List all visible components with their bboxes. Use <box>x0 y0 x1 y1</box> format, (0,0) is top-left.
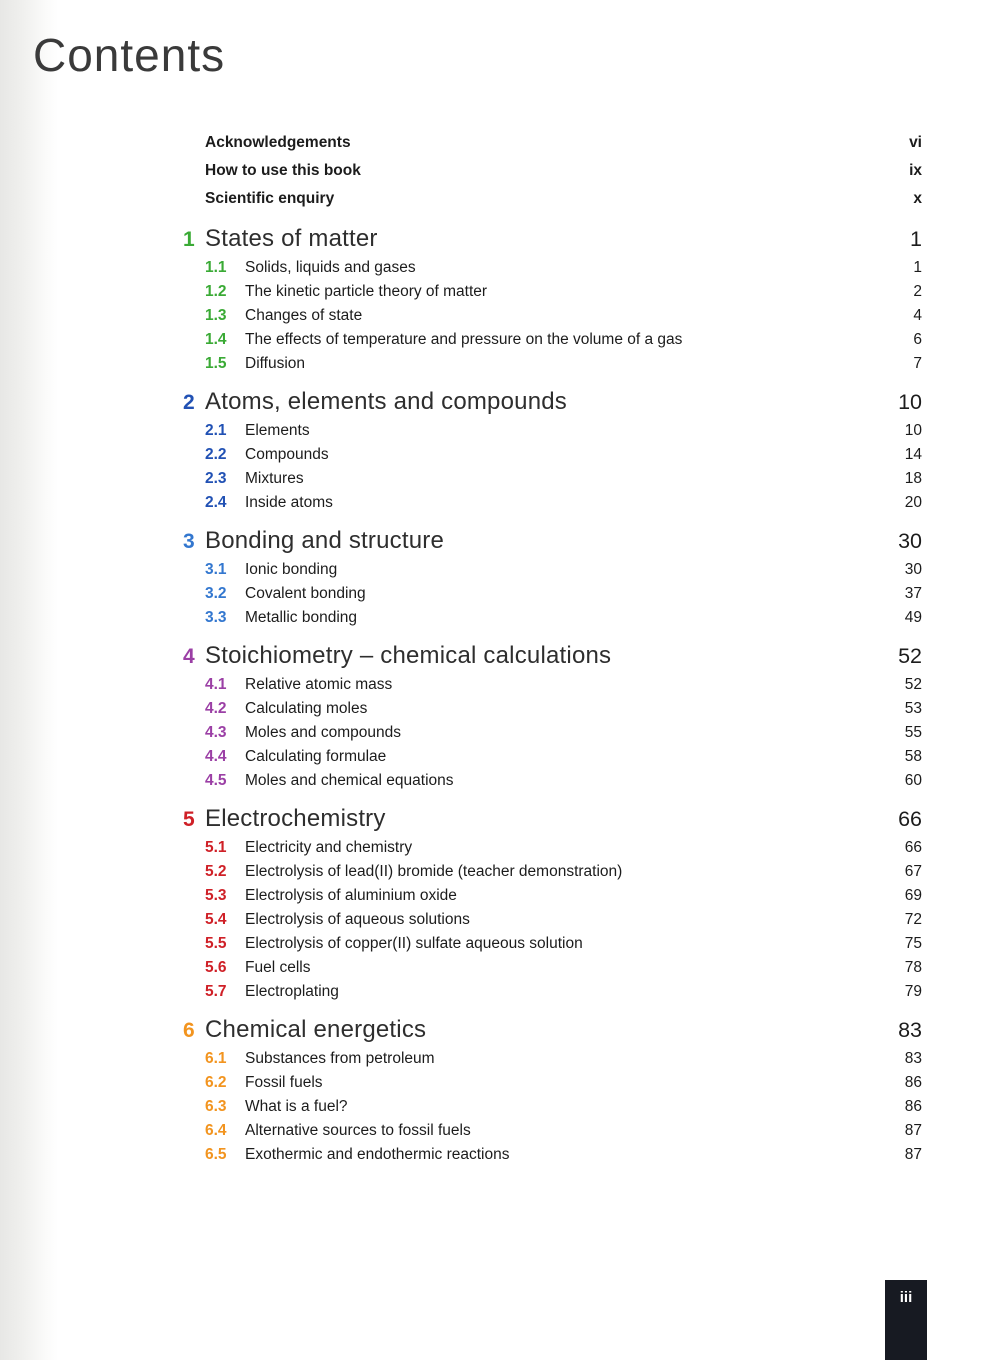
section-item <box>183 980 922 1004</box>
section-item <box>183 908 922 932</box>
chapter-number: 4 <box>183 645 195 668</box>
section-title: Compounds <box>245 446 329 463</box>
section-item <box>183 558 922 582</box>
chapter-block <box>183 802 922 1004</box>
section-item <box>183 1071 922 1095</box>
folio-box <box>885 1280 927 1360</box>
chapter-title: States of matter <box>205 225 378 252</box>
chapter-heading <box>183 1013 922 1047</box>
section-item <box>183 467 922 491</box>
section-page: 53 <box>904 700 922 717</box>
chapter-page: 30 <box>898 529 922 553</box>
section-item <box>183 256 922 280</box>
front-matter-label: Scientific enquiry <box>205 190 335 207</box>
section-number: 2.4 <box>205 494 227 511</box>
section-item <box>183 352 922 376</box>
section-title: Metallic bonding <box>245 609 358 626</box>
section-item <box>183 836 922 860</box>
section-item <box>183 721 922 745</box>
section-page: 2 <box>913 283 922 300</box>
section-item <box>183 1143 922 1167</box>
section-item <box>183 419 922 443</box>
section-number: 5.1 <box>205 839 227 856</box>
section-item <box>183 491 922 515</box>
front-matter-page: ix <box>909 162 922 179</box>
folio-number: iii <box>899 1289 913 1306</box>
section-title: Mixtures <box>245 470 304 487</box>
section-title: Moles and chemical equations <box>245 772 454 789</box>
section-title: Relative atomic mass <box>245 676 393 693</box>
section-number: 5.2 <box>205 863 227 880</box>
section-page: 37 <box>904 585 922 602</box>
section-page: 72 <box>904 911 922 928</box>
section-number: 1.3 <box>205 307 227 324</box>
section-number: 5.7 <box>205 983 227 1000</box>
section-title: Exothermic and endothermic reactions <box>245 1146 510 1163</box>
section-title: Diffusion <box>245 355 306 372</box>
section-page: 18 <box>904 470 922 487</box>
front-matter-label: How to use this book <box>205 162 361 179</box>
section-item <box>183 697 922 721</box>
chapter-title: Stoichiometry – chemical calculations <box>205 642 612 669</box>
section-list <box>183 673 922 793</box>
toc-list <box>183 129 922 1167</box>
section-item <box>183 884 922 908</box>
section-page: 30 <box>904 561 922 578</box>
section-page: 87 <box>904 1122 922 1139</box>
chapter-page: 10 <box>898 390 922 414</box>
section-item <box>183 1095 922 1119</box>
section-number: 1.4 <box>205 331 227 348</box>
chapter-title: Electrochemistry <box>205 805 386 832</box>
section-page: 60 <box>904 772 922 789</box>
section-number: 4.3 <box>205 724 227 741</box>
section-item <box>183 1047 922 1071</box>
chapter-heading <box>183 639 922 673</box>
section-title: Substances from petroleum <box>245 1050 435 1067</box>
section-item <box>183 328 922 352</box>
chapter-block <box>183 222 922 376</box>
section-number: 3.3 <box>205 609 227 626</box>
section-item <box>183 443 922 467</box>
chapter-heading <box>183 222 922 256</box>
section-page: 58 <box>904 748 922 765</box>
section-list <box>183 1047 922 1167</box>
section-page: 79 <box>904 983 922 1000</box>
section-title: What is a fuel? <box>245 1098 348 1115</box>
section-item <box>183 745 922 769</box>
section-title: Moles and compounds <box>245 724 401 741</box>
section-title: Electrolysis of lead(II) bromide (teacher demonstration) <box>245 863 623 880</box>
section-page: 78 <box>904 959 922 976</box>
section-number: 5.5 <box>205 935 227 952</box>
front-matter-page: x <box>913 190 922 207</box>
section-page: 10 <box>904 422 922 439</box>
section-list <box>183 558 922 630</box>
section-page: 6 <box>913 331 922 348</box>
section-number: 6.1 <box>205 1050 227 1067</box>
chapter-heading <box>183 524 922 558</box>
section-title: Solids, liquids and gases <box>245 259 416 276</box>
section-page: 14 <box>904 446 922 463</box>
section-number: 5.4 <box>205 911 227 928</box>
section-title: Electrolysis of aluminium oxide <box>245 887 457 904</box>
chapter-page: 1 <box>910 227 922 251</box>
section-number: 1.1 <box>205 259 227 276</box>
chapter-block <box>183 1013 922 1167</box>
section-number: 6.2 <box>205 1074 227 1091</box>
chapter-list <box>183 222 922 1167</box>
section-page: 52 <box>904 676 922 693</box>
section-title: Electricity and chemistry <box>245 839 413 856</box>
section-item <box>183 582 922 606</box>
section-title: Elements <box>245 422 310 439</box>
page-title: Contents <box>33 29 226 81</box>
chapter-title: Chemical energetics <box>205 1016 427 1043</box>
section-number: 2.3 <box>205 470 227 487</box>
chapter-title: Atoms, elements and compounds <box>205 388 567 415</box>
section-item <box>183 606 922 630</box>
section-number: 3.1 <box>205 561 227 578</box>
section-title: Electroplating <box>245 983 339 1000</box>
section-number: 1.2 <box>205 283 227 300</box>
front-matter-list <box>183 129 922 213</box>
chapter-number: 6 <box>183 1019 195 1042</box>
section-number: 5.6 <box>205 959 227 976</box>
section-title: Changes of state <box>245 307 363 324</box>
chapter-page: 66 <box>898 807 922 831</box>
section-page: 86 <box>904 1074 922 1091</box>
section-title: Alternative sources to fossil fuels <box>245 1122 471 1139</box>
section-item <box>183 304 922 328</box>
section-page: 1 <box>913 259 922 276</box>
chapter-number: 1 <box>183 228 195 251</box>
section-item <box>183 280 922 304</box>
chapter-block <box>183 639 922 793</box>
chapter-block <box>183 385 922 515</box>
section-number: 4.5 <box>205 772 227 789</box>
section-page: 67 <box>904 863 922 880</box>
section-page: 75 <box>904 935 922 952</box>
section-page: 66 <box>904 839 922 856</box>
chapter-heading <box>183 385 922 419</box>
page-gutter-shadow <box>0 0 58 1360</box>
section-item <box>183 932 922 956</box>
front-matter-page: vi <box>909 134 922 151</box>
section-list <box>183 256 922 376</box>
section-title: Inside atoms <box>245 494 333 511</box>
section-number: 4.1 <box>205 676 227 693</box>
section-title: Calculating moles <box>245 700 368 717</box>
section-title: Electrolysis of copper(II) sulfate aqueous solution <box>245 935 583 952</box>
section-list <box>183 836 922 1004</box>
chapter-heading <box>183 802 922 836</box>
chapter-page: 52 <box>898 644 922 668</box>
section-title: The effects of temperature and pressure on the volume of a gas <box>245 331 683 348</box>
chapter-page: 83 <box>898 1018 922 1042</box>
section-title: Fuel cells <box>245 959 311 976</box>
chapter-title: Bonding and structure <box>205 527 445 554</box>
section-page: 49 <box>904 609 922 626</box>
section-item <box>183 769 922 793</box>
section-item <box>183 673 922 697</box>
section-title: Fossil fuels <box>245 1074 323 1091</box>
chapter-number: 2 <box>183 391 195 414</box>
section-title: The kinetic particle theory of matter <box>245 283 488 300</box>
section-item <box>183 1119 922 1143</box>
section-number: 6.3 <box>205 1098 227 1115</box>
front-matter-item <box>183 185 922 213</box>
section-page: 55 <box>904 724 922 741</box>
section-number: 6.4 <box>205 1122 227 1139</box>
section-page: 83 <box>904 1050 922 1067</box>
chapter-number: 5 <box>183 808 195 831</box>
chapter-number: 3 <box>183 530 195 553</box>
section-item <box>183 956 922 980</box>
chapter-block <box>183 524 922 630</box>
section-number: 6.5 <box>205 1146 227 1163</box>
section-number: 4.4 <box>205 748 227 765</box>
section-number: 5.3 <box>205 887 227 904</box>
section-number: 4.2 <box>205 700 227 717</box>
section-item <box>183 860 922 884</box>
section-page: 7 <box>913 355 922 372</box>
front-matter-item <box>183 129 922 157</box>
section-list <box>183 419 922 515</box>
section-number: 2.2 <box>205 446 227 463</box>
front-matter-label: Acknowledgements <box>205 134 351 151</box>
section-page: 4 <box>913 307 922 324</box>
section-title: Covalent bonding <box>245 585 366 602</box>
section-page: 20 <box>904 494 922 511</box>
section-title: Calculating formulae <box>245 748 387 765</box>
front-matter-item <box>183 157 922 185</box>
section-page: 86 <box>904 1098 922 1115</box>
section-page: 69 <box>904 887 922 904</box>
section-title: Electrolysis of aqueous solutions <box>245 911 470 928</box>
section-number: 3.2 <box>205 585 227 602</box>
section-number: 1.5 <box>205 355 227 372</box>
section-title: Ionic bonding <box>245 561 338 578</box>
section-page: 87 <box>904 1146 922 1163</box>
section-number: 2.1 <box>205 422 227 439</box>
